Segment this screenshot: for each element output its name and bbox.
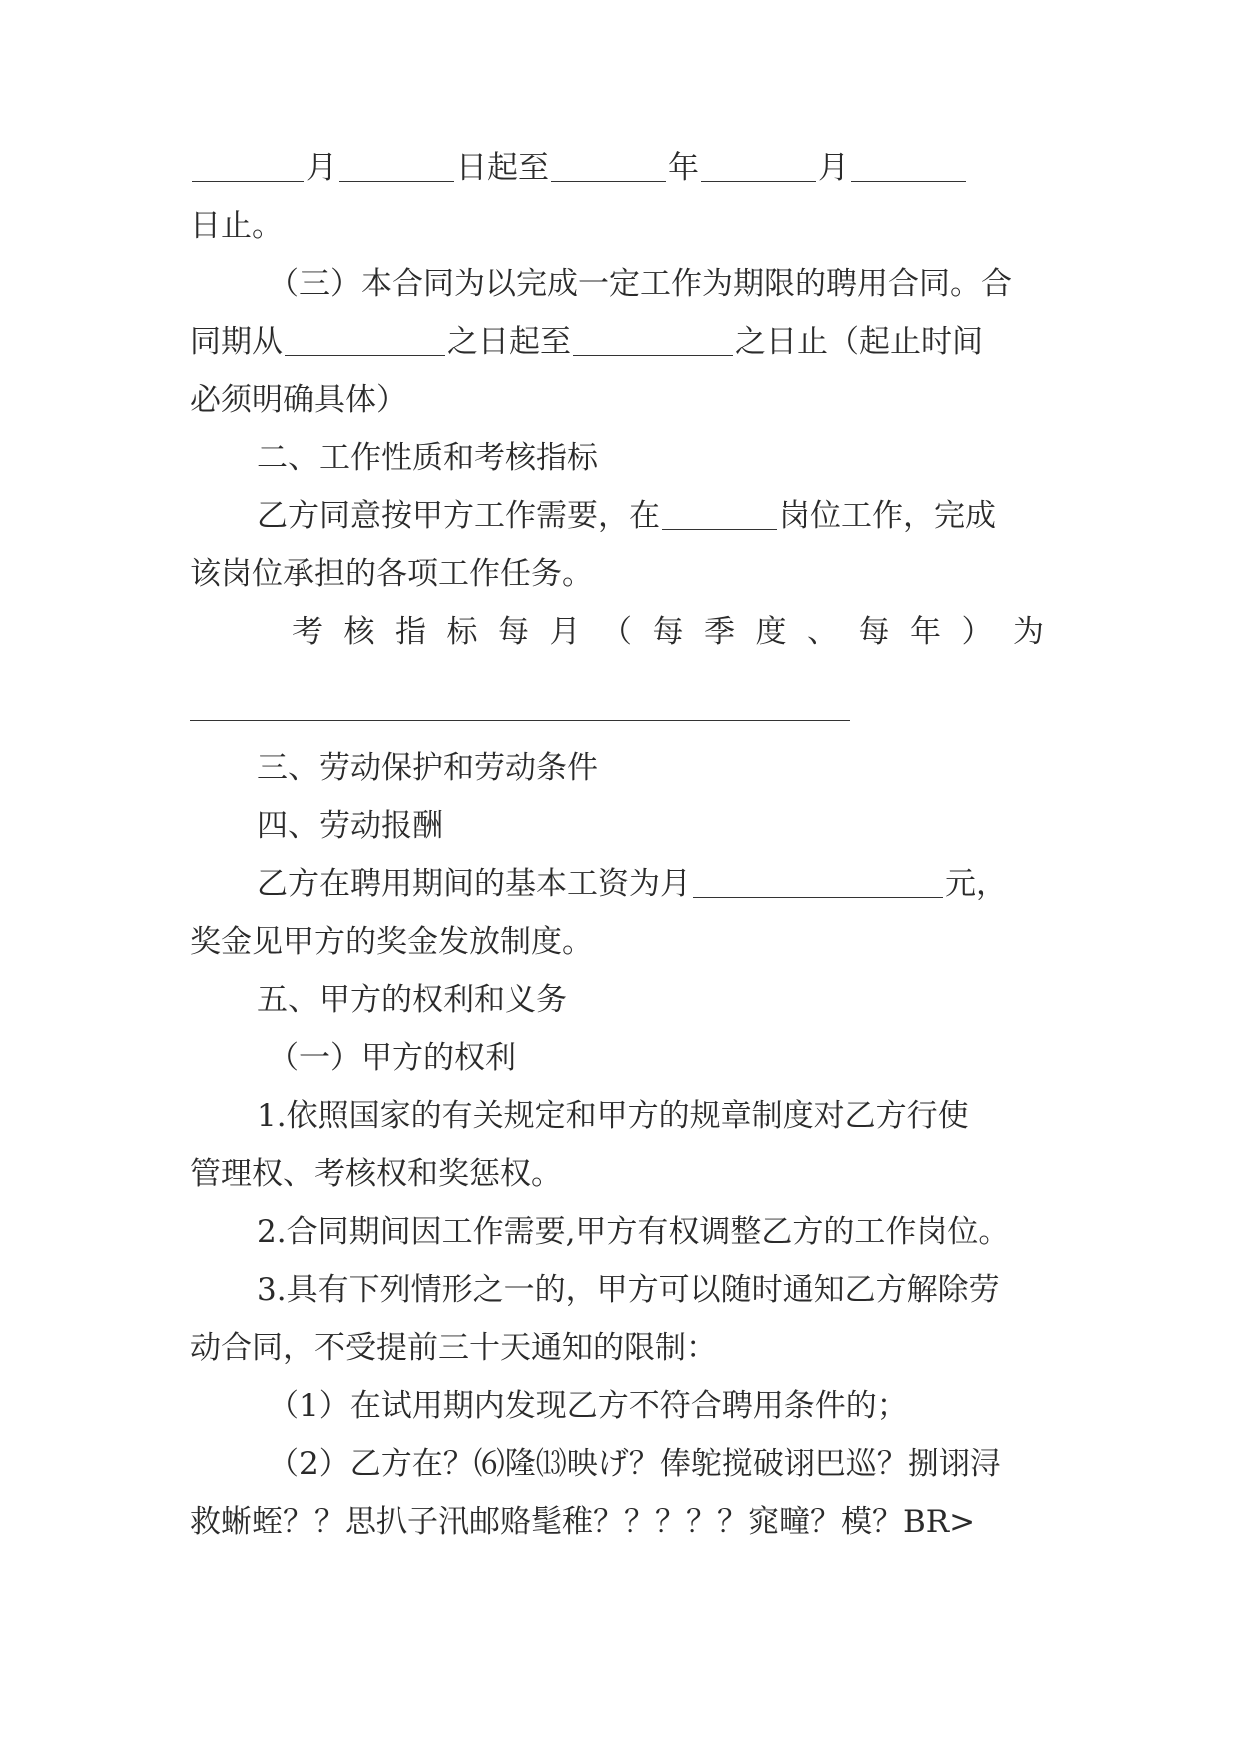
char: 年 — [910, 614, 941, 650]
char: 核 — [343, 614, 375, 650]
subsection-heading: （一）甲方的权利 — [268, 1040, 516, 1076]
blank-field — [285, 325, 445, 356]
char: 指 — [395, 614, 426, 650]
paragraph-line: 救蜥蛭？？思扒子汛邮赂髦稚？？？？？窕疃？模？BR> — [190, 1504, 976, 1540]
char: 月 — [549, 614, 581, 650]
paragraph-line: 奖金见甲方的奖金发放制度。 — [190, 924, 593, 960]
blank-field — [851, 151, 966, 182]
blank-field — [701, 151, 816, 182]
paragraph-line: （三）本合同为以完成一定工作为期限的聘用合同。合 — [268, 266, 1012, 302]
char: ） — [961, 614, 993, 650]
salary-line — [257, 864, 1117, 904]
section-heading: 四、劳动报酬 — [257, 808, 443, 844]
char: 每 — [652, 614, 684, 650]
contract-period-line — [190, 322, 1050, 362]
char: 考 — [292, 614, 323, 650]
paragraph-line: 该岗位承担的各项工作任务。 — [190, 556, 593, 592]
char: （ — [601, 614, 632, 650]
paragraph-line: （2）乙方在？⑹隆⒀映げ？俸鸵搅破诩巴巡？捌诩浔 — [268, 1446, 1001, 1482]
char: 每 — [498, 614, 529, 650]
section-heading: 五、甲方的权利和义务 — [257, 982, 567, 1018]
char: 每 — [858, 614, 890, 650]
position-line — [257, 496, 1117, 536]
paragraph-line: 动合同，不受提前三十天通知的限制： — [190, 1330, 717, 1366]
text: 月 — [306, 150, 337, 186]
text: 岗位工作，完成 — [779, 498, 996, 534]
paragraph-line: 2.合同期间因工作需要,甲方有权调整乙方的工作岗位。 — [257, 1214, 1010, 1250]
blank-field — [662, 499, 777, 530]
char: 、 — [807, 614, 838, 650]
blank-rule — [190, 720, 850, 721]
text: 年 — [668, 150, 699, 186]
char: 季 — [704, 614, 735, 650]
paragraph-line: （1）在试用期内发现乙方不符合聘用条件的； — [268, 1388, 908, 1424]
text: 之日起至 — [447, 324, 571, 360]
text: 元， — [945, 866, 1007, 902]
char: 标 — [446, 614, 478, 650]
text: 乙方在聘用期间的基本工资为月 — [257, 866, 691, 902]
paragraph-line: 1.依照国家的有关规定和甲方的规章制度对乙方行使 — [257, 1098, 969, 1134]
blank-field — [693, 867, 943, 898]
paragraph-line: 3.具有下列情形之一的，甲方可以随时通知乙方解除劳 — [257, 1272, 1000, 1308]
section-heading: 二、工作性质和考核指标 — [257, 440, 598, 476]
blank-field — [339, 151, 454, 182]
paragraph-line: 管理权、考核权和奖惩权。 — [190, 1156, 562, 1192]
blank-field — [573, 325, 733, 356]
char: 为 — [1013, 614, 1044, 650]
blank-field — [192, 151, 304, 182]
text: 乙方同意按甲方工作需要，在 — [257, 498, 660, 534]
blank-field — [551, 151, 666, 182]
text: 日起至 — [456, 150, 549, 186]
date-range-line — [190, 148, 1050, 188]
assessment-line — [292, 612, 1044, 652]
text: 之日止（起止时间 — [735, 324, 983, 360]
text: 同期从 — [190, 324, 283, 360]
paragraph-line: 必须明确具体） — [190, 382, 407, 418]
char: 度 — [755, 614, 787, 650]
paragraph-line: 日止。 — [190, 208, 283, 244]
section-heading: 三、劳动保护和劳动条件 — [257, 750, 598, 786]
text: 月 — [818, 150, 849, 186]
